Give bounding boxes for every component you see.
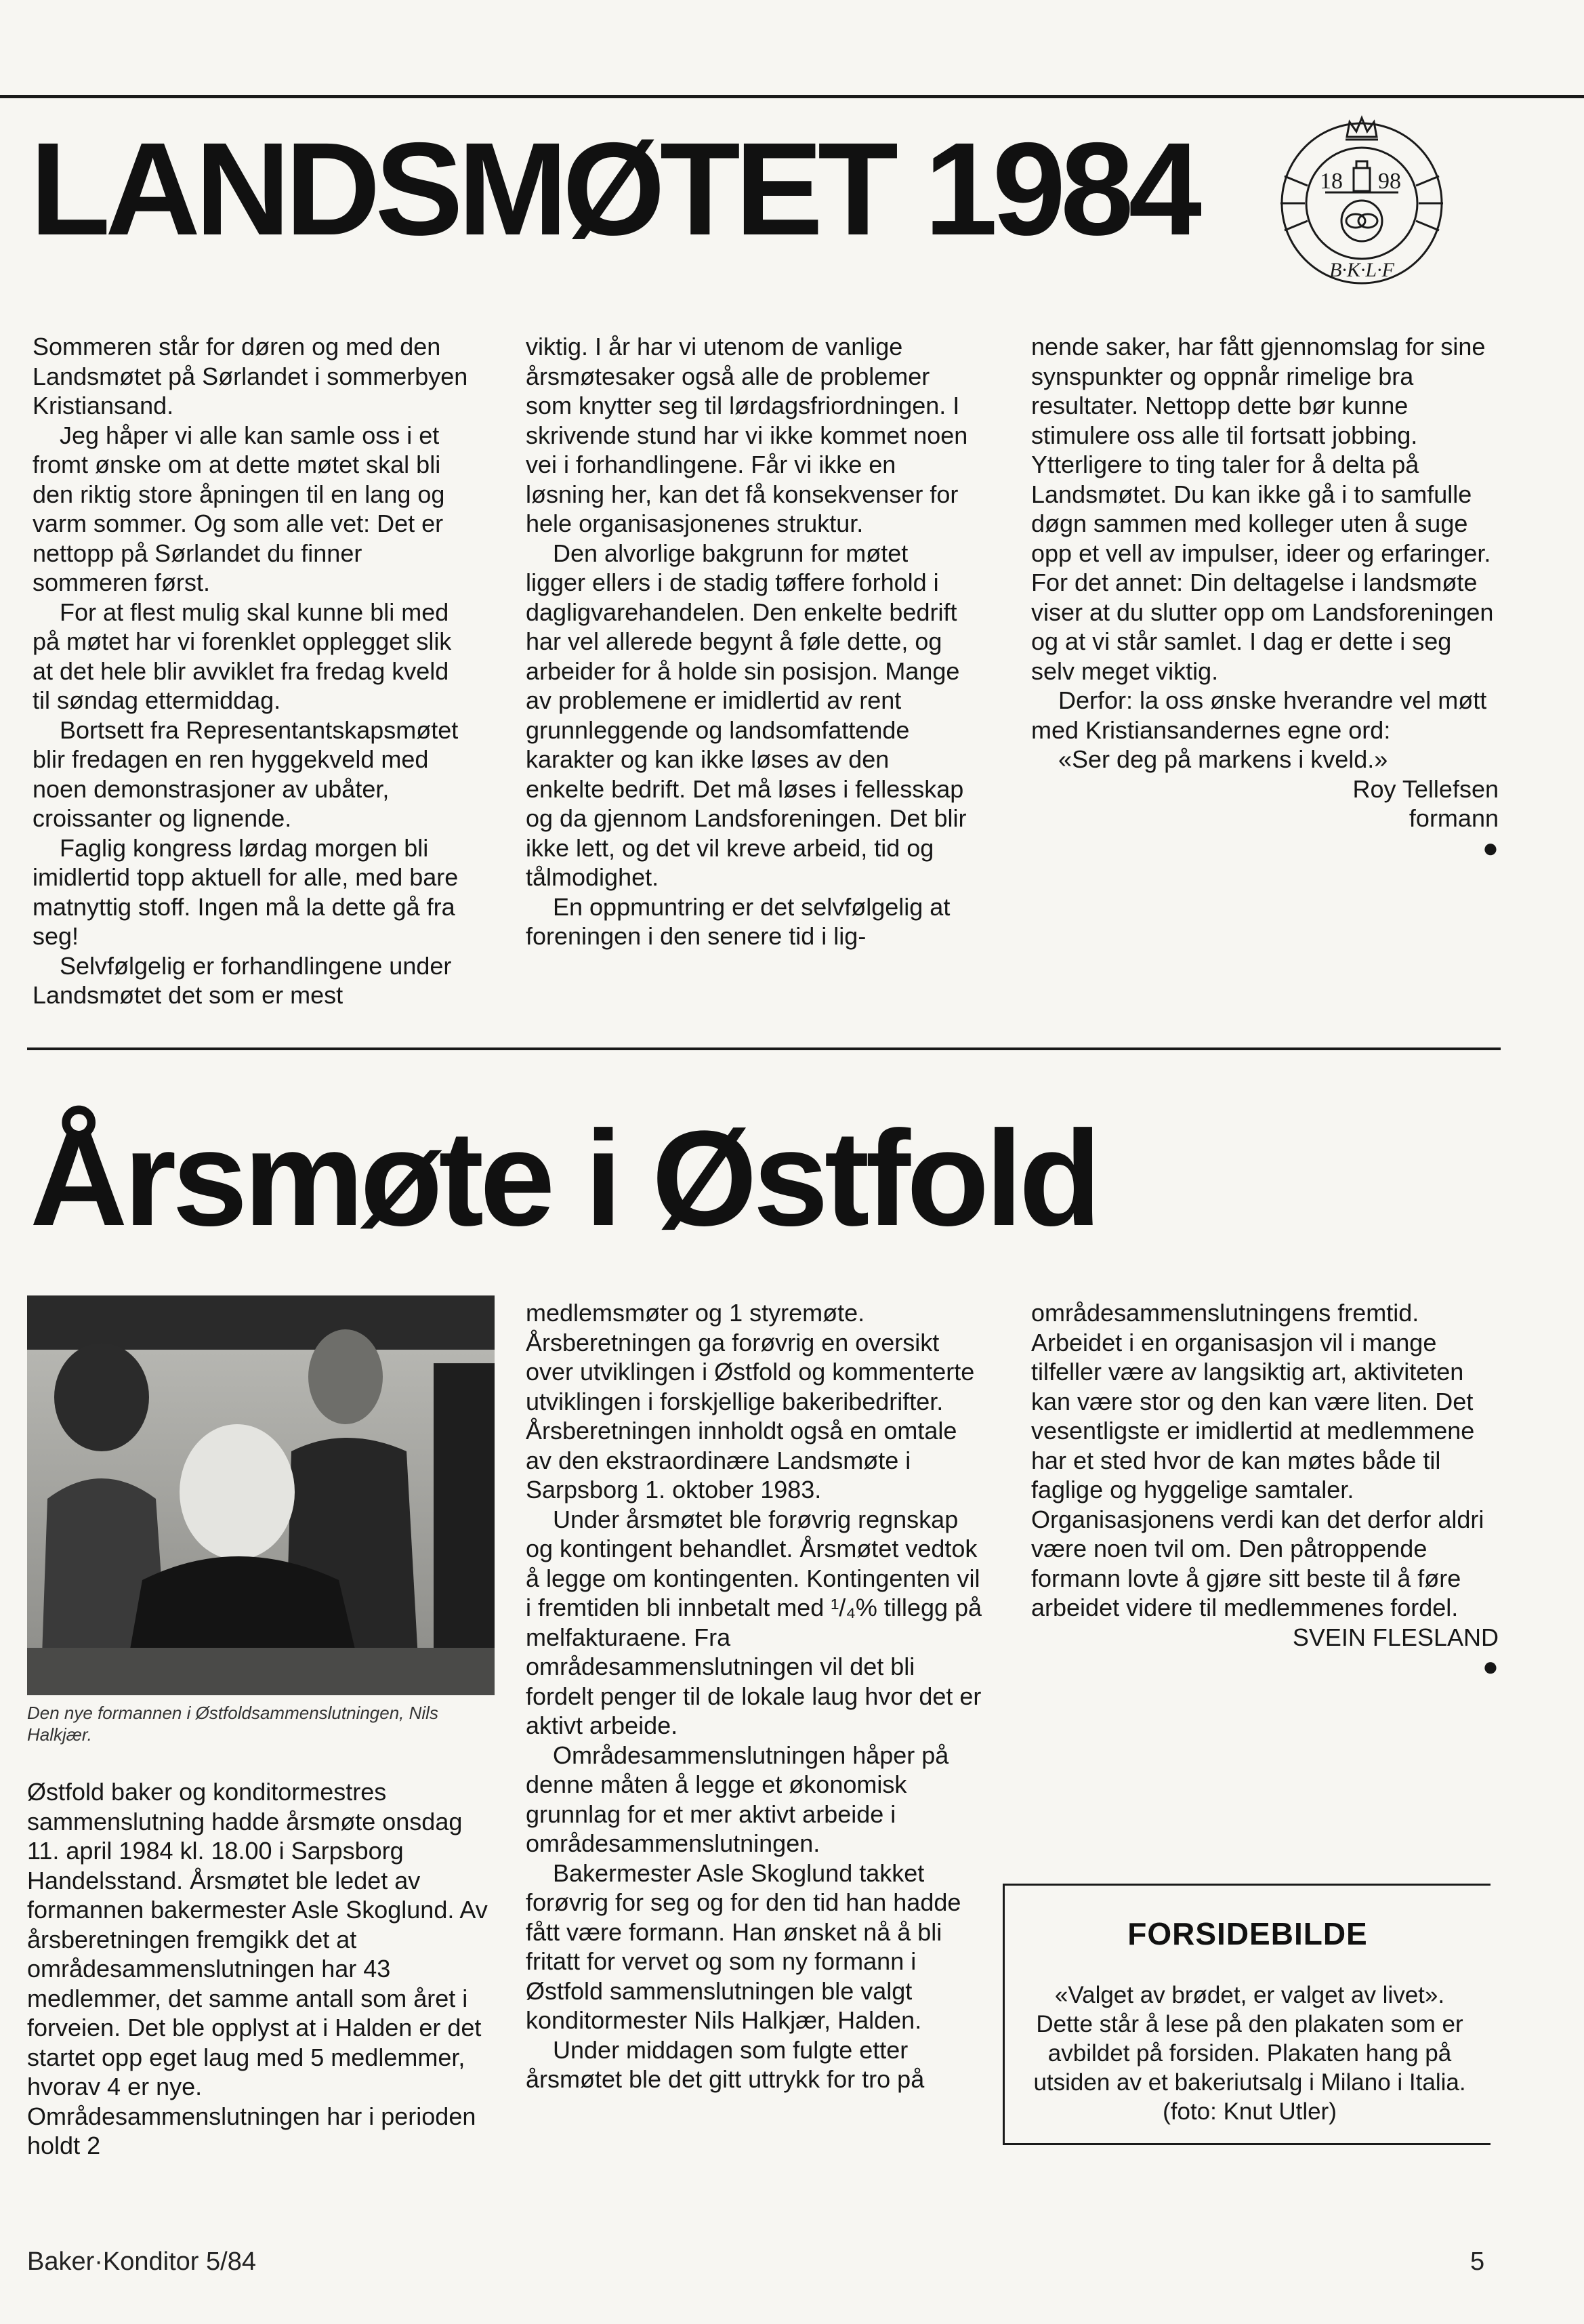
article1-column-3 [1031,332,1499,863]
headline-landsmotet: LANDSMØTET 1984 [30,115,1197,263]
photo-image [27,1295,495,1695]
paragraph: Den alvorlige bakgrunn for møtet ligger ellers i de stadig tøffere forhold i dagligvarehandelen. Den enkelte bedrift har vel allerede begynt å føle dette, og arbeider for å holde sin posisjon. Mange av problemene er imidlertid av rent grunnleggende og landsomfattende karakter og kan ikke løses av den enkelte bedrift. Det må løses i fellesskap og da gjennom Landsforeningen. Det blir ikke lett, og det vil kreve arbeid, tid og tålmodighet. [526,539,967,891]
paragraph: Under årsmøtet ble forøvrig regnskap og kontingent behandlet. Årsmøtet vedtok å legge om kontingenten. Kontingenten vil i fremtiden bli innbetalt med ¹/₄% tillegg på melfakturaene. Fra områdesammenslutningen vil det bli fordelt penger til de lokale laug hvor det er aktivt arbeide. [526,1505,982,1739]
emblem-year-left: 18 [1320,169,1343,194]
paragraph: medlemsmøter og 1 styremøte. Årsberetningen ga forøvrig en oversikt over utviklingen i Østfold og kommenterte utviklingen i forskjellige bakeribedrifter. Årsberetningen innholdt også en omtale av den ekstraordinære Landsmøte i Sarpsborg 1. oktober 1983. [526,1299,975,1503]
paragraph: viktig. I år har vi utenom de vanlige årsmøtesaker også alle de problemer som knytter seg til lørdagsfriordningen. I skrivende stund har vi ikke kommet noen vei i forhandlingene. Får vi ikke en løsning her, kan det få konsekvenser for hele organisasjonenes struktur. [526,333,968,537]
paragraph: Østfold baker og konditormestres sammenslutning hadde årsmøte onsdag 11. april 1984 kl. 18.00 i Sarpsborg Handelsstand. Årsmøtet ble ledet av formannen bakermester Asle Skoglund. Av årsberetningen fremgikk det at områdesammenslutningen har 43 medlemmer, det samme antall som året i forveien. Det ble opplyst at i Halden er det startet opp eget laug med 5 medlemmer, hvorav 4 er nye. Områdesammenslutningen har i perioden holdt 2 [27,1778,488,2159]
author-name: Roy Tellefsen [1352,774,1499,803]
author-name: SVEIN FLESLAND [1292,1623,1499,1651]
bklf-emblem-icon [1260,102,1463,291]
paragraph: nende saker, har fått gjennomslag for sine synspunkter og oppnår rimelige bra resultater. Nettopp dette bør kunne stimulere oss alle til fortsatt jobbing. Ytterligere to ting taler for å delta på Landsmøtet. Du kan ikke gå i to samfulle døgn sammen med kolleger uten å suge opp et vell av impulser, ideer og erfaringer. For det annet: Din deltagelse i landsmøte viser at du slutter opp om Landsforeningen og at vi står samlet. I dag er dette i seg selv meget viktig. [1031,333,1494,685]
article1-column-2 [526,332,973,951]
cover-box-text: Dette står å lese på den plakaten som er avbildet på forsiden. Plakaten hang på utsiden av et bakeriutsalg i Milano i Italia. (foto: Knut Utler) [1033,2011,1466,2125]
article2-column-1 [27,1777,495,2161]
article2-column-2 [526,1298,986,2094]
cover-box-quote: «Valget av brødet, er valget av livet». [1054,1982,1445,2008]
paragraph: områdesammenslutningens fremtid. Arbeidet i en organisasjon vil i mange tilfeller være av langsiktig art, aktiviteten kan være stor og den kan være liten. Det vesentligste er imidlertid at medlemmene har et sted hvor de kan møtes både til faglige og hyggelige samtaler. Organisasjonens verdi kan det derfor aldri være noen tvil om. Den påtroppende formann lovte å gjøre sitt beste til å føre arbeidet videre til medlemmenes fordel. [1031,1299,1484,1621]
paragraph: Sommeren står for døren og med den Landsmøtet på Sørlandet i sommerbyen Kristiansand. [33,333,468,419]
paragraph: Bortsett fra Representantskapsmøtet blir fredagen en ren hyggekveld med noen demonstrasjoner av ubåter, croissanter og lignende. [33,715,459,832]
photo-nils-halkjaer [27,1295,495,1695]
paragraph: For at flest mulig skal kunne bli med på møtet har vi forenklet opplegget slik at det hele blir avviklet fra fredag kveld til søndag ettermiddag. [33,598,452,714]
top-rule [0,95,1584,98]
end-mark: ● [1482,833,1499,863]
paragraph: En oppmuntring er det selvfølgelig at foreningen i den senere tid i lig- [526,892,951,950]
headline-arsmote-ostfold: Årsmøte i Østfold [30,1103,1098,1254]
paragraph: Områdesammenslutningen håper på denne måten å legge et økonomisk grunnlag for et mer aktivt arbeide i områdesammenslutningen. [526,1741,949,1857]
cover-box-title: FORSIDEBILDE [1127,1916,1368,1951]
photo-caption: Den nye formannen i Østfoldsammenslutningen, Nils Halkjær. [27,1703,438,1745]
paragraph: Jeg håper vi alle kan samle oss i et fromt ønske om at dette møtet skal bli den riktig store åpningen til en lang og varm sommer. Og som alle vet: Det er nettopp på Sørlandet du finner sommeren først. [33,421,445,596]
publication-footer: Baker·Konditor 5/84 [27,2247,256,2276]
page-number: 5 [1470,2247,1485,2276]
section-divider [27,1047,1501,1050]
paragraph: Under middagen som fulgte etter årsmøtet ble det gitt uttrykk for tro på [526,2035,925,2093]
paragraph: Selvfølgelig er forhandlingene under Landsmøtet det som er mest [33,951,452,1009]
paragraph: Faglig kongress lørdag morgen bli imidlertid topp aktuell for alle, med bare matnyttig stoff. Ingen må la dette gå fra seg! [33,833,459,950]
cover-photo-box [1003,1884,1491,2145]
emblem-org-label: B·K·L·F [1329,259,1394,281]
emblem-year-right: 98 [1378,169,1401,194]
end-mark: ● [1482,1652,1499,1682]
author-role: formann [1409,804,1499,832]
article1-column-1 [33,332,473,1010]
article2-column-3 [1031,1298,1499,1682]
paragraph: Bakermester Asle Skoglund takket forøvrig for seg og for den tid han hadde fått være formann. Han ønsket nå å bli fritatt for vervet og som ny formann i Østfold sammenslutningen ble valgt konditormester Nils Halkjær, Halden. [526,1859,961,2034]
paragraph: Derfor: la oss ønske hverandre vel møtt med Kristiansandernes egne ord: [1031,686,1487,744]
closing-quote: «Ser deg på markens i kveld.» [1058,745,1388,773]
